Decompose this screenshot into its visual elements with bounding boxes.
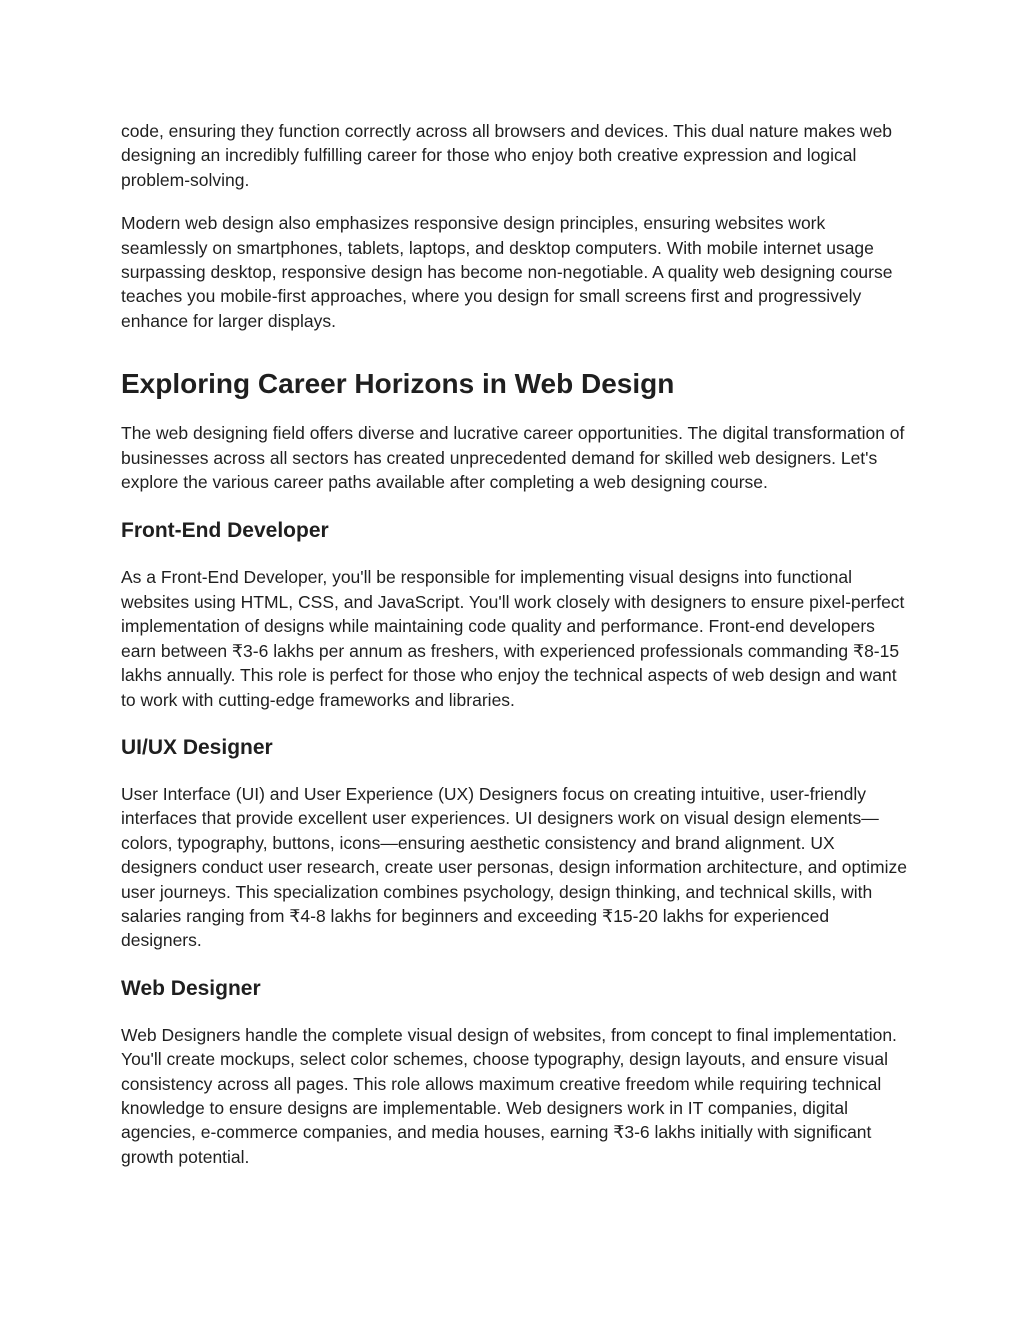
subsection-body-web-designer: Web Designers handle the complete visual design of websites, from concept to final implementation. You'll create mockups, select color schemes, choose typography, design layouts, and ensure visual consistency across all pages. This role allows maximum creative freedom while requiring technical knowledge to ensure designs are implementable. Web designers work in IT companies, digital agencies, e-commerce companies, and media houses, earning ₹3-6 lakhs initially with significant growth potential. (121, 1024, 897, 1167)
section-heading: Exploring Career Horizons in Web Design (121, 368, 675, 400)
document-page (121, 119, 911, 1169)
subsection-heading-web-designer: Web Designer (121, 976, 261, 1000)
subsection-body-front-end-developer: As a Front-End Developer, you'll be responsible for implementing visual designs into functional websites using HTML, CSS, and JavaScript. You'll work closely with designers to ensure pixel-perfect implementation of designs while maintaining code quality and performance. Front-end developers earn between ₹3-6 lakhs per annum as freshers, with experienced professionals commanding ₹8-15 lakhs annually. This role is perfect for those who enjoy the technical aspects of web design and want to work with cutting-edge frameworks and libraries. (121, 567, 905, 710)
subsection-body-ui-ux-designer: User Interface (UI) and User Experience (UX) Designers focus on creating intuitive, user-friendly interfaces that provide excellent user experiences. UI designers work on visual design elements—colors, typography, buttons, icons—ensuring aesthetic consistency and brand alignment. UX designers conduct user research, create user personas, design information architecture, and optimize user journeys. This specialization combines psychology, design thinking, and technical skills, with salaries ranging from ₹4-8 lakhs for beginners and exceeding ₹15-20 lakhs for experienced designers. (121, 783, 907, 951)
intro-paragraph: code, ensuring they function correctly across all browsers and devices. This dual nature makes web designing an incredibly fulfilling career for those who enjoy both creative expression and logical problem-solving. (121, 121, 893, 190)
subsection-heading-ui-ux-designer: UI/UX Designer (121, 735, 273, 759)
section-intro-paragraph: The web designing field offers diverse and lucrative career opportunities. The digital transformation of businesses across all sectors has created unprecedented demand for skilled web designers. Let's explore the various career paths available after completing a web designing course. (121, 423, 905, 493)
subsection-heading-front-end-developer: Front-End Developer (121, 519, 329, 543)
intro-paragraph: Modern web design also emphasizes responsive design principles, ensuring websites work seamlessly on smartphones, tablets, laptops, and desktop computers. With mobile internet usage surpassing desktop, responsive design has become non-negotiable. A quality web designing course teaches you mobile-first approaches, where you design for small screens first and progressively enhance for larger displays. (121, 213, 893, 331)
